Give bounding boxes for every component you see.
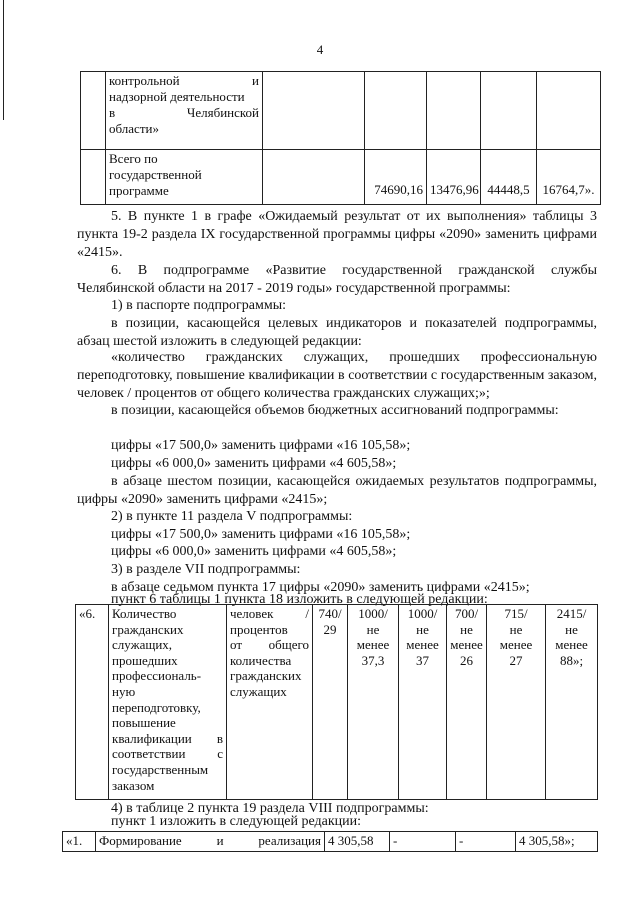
paragraph: в абзаце седьмом пункта 17 цифры «2090» заменить цифрами «2415»; (111, 580, 530, 595)
paragraph: цифры «17 500,0» заменить цифрами «16 105,58»; (111, 527, 411, 542)
row-label: Всего по государственной программе (106, 150, 263, 205)
paragraph: 4) в таблице 2 пункта 19 раздела VIII подпрограммы: (111, 801, 429, 816)
paragraph: цифры «6 000,0» заменить цифрами «4 605,58»; (111, 456, 397, 471)
value-cell: - (390, 832, 456, 852)
value-cell: 740/ 29 (313, 605, 348, 800)
value-cell: 1000/ не менее 37 (399, 605, 447, 800)
value-cell: 1000/ не менее 37,3 (348, 605, 399, 800)
activities-table (62, 831, 598, 852)
paragraph: в абзаце шестом позиции, касающейся ожидаемых результатов подпрограммы, цифры «2090» заменить цифрами «2415»; (77, 474, 597, 507)
paragraph: 1) в паспорте подпрограммы: (111, 298, 287, 313)
row-label: контрольной и надзорной деятельности в Челябинской области» (106, 72, 263, 150)
paragraph: 3) в разделе VII подпрограммы: (111, 562, 301, 577)
page-margin-line (3, 0, 4, 120)
table-row (81, 150, 601, 205)
value-cell: 715/ не менее 27 (487, 605, 546, 800)
paragraph: 5. В пункте 1 в графе «Ожидаемый результат от их выполнения» таблицы 3 пункта 19-2 раздела IX государственной программы цифры «2090» заменить цифрами «2415». (77, 209, 597, 260)
paragraph: в позиции, касающейся целевых индикаторов и показателей подпрограммы, абзац шестой изложить в следующей редакции: (77, 316, 597, 349)
activity-name: Формирование и реализация (96, 832, 325, 852)
value-cell: - (456, 832, 516, 852)
unit-cell: человек / процентов от общего количества гражданских служащих (227, 605, 313, 800)
indicator-table (75, 604, 598, 800)
paragraph: цифры «17 500,0» заменить цифрами «16 105,58»; (111, 438, 411, 453)
paragraph: в позиции, касающейся объемов бюджетных ассигнований подпрограммы: (111, 403, 559, 418)
value-cell: 4 305,58»; (516, 832, 598, 852)
paragraph: «количество гражданских служащих, прошедших профессиональную переподготовку, повышение квалификации в соответствии с государственным заказом, человек / процентов от общего количества гражданских служащих;»; (77, 350, 597, 401)
table-row (81, 72, 601, 150)
paragraph: 6. В подпрограмме «Развитие государственной гражданской службы Челябинской области на 2017 - 2019 годы» государственной программы: (77, 263, 597, 296)
value-cell: 700/ не менее 26 (447, 605, 487, 800)
value-cell: 74690,16 (365, 150, 427, 205)
value-cell: 16764,7». (537, 150, 601, 205)
table-row (76, 605, 598, 800)
paragraph: пункт 6 таблицы 1 пункта 18 изложить в следующей редакции: (111, 592, 488, 607)
paragraph: цифры «6 000,0» заменить цифрами «4 605,58»; (111, 544, 397, 559)
table-row (63, 832, 598, 852)
paragraph: пункт 1 изложить в следующей редакции: (111, 814, 361, 829)
value-cell: 4 305,58 (325, 832, 390, 852)
row-number: «6. (76, 605, 109, 800)
page-number: 4 (316, 42, 324, 57)
program-total-table (80, 71, 601, 205)
value-cell: 44448,5 (481, 150, 537, 205)
paragraph: 2) в пункте 11 раздела V подпрограммы: (111, 509, 353, 524)
value-cell: 13476,96 (427, 150, 481, 205)
indicator-name: Количество гражданских служащих, прошедших профессиональ- ную переподготовку, повышение квалификации в соответствии с государственным заказом (109, 605, 227, 800)
row-number: «1. (63, 832, 96, 852)
value-cell: 2415/ не менее 88»; (546, 605, 598, 800)
